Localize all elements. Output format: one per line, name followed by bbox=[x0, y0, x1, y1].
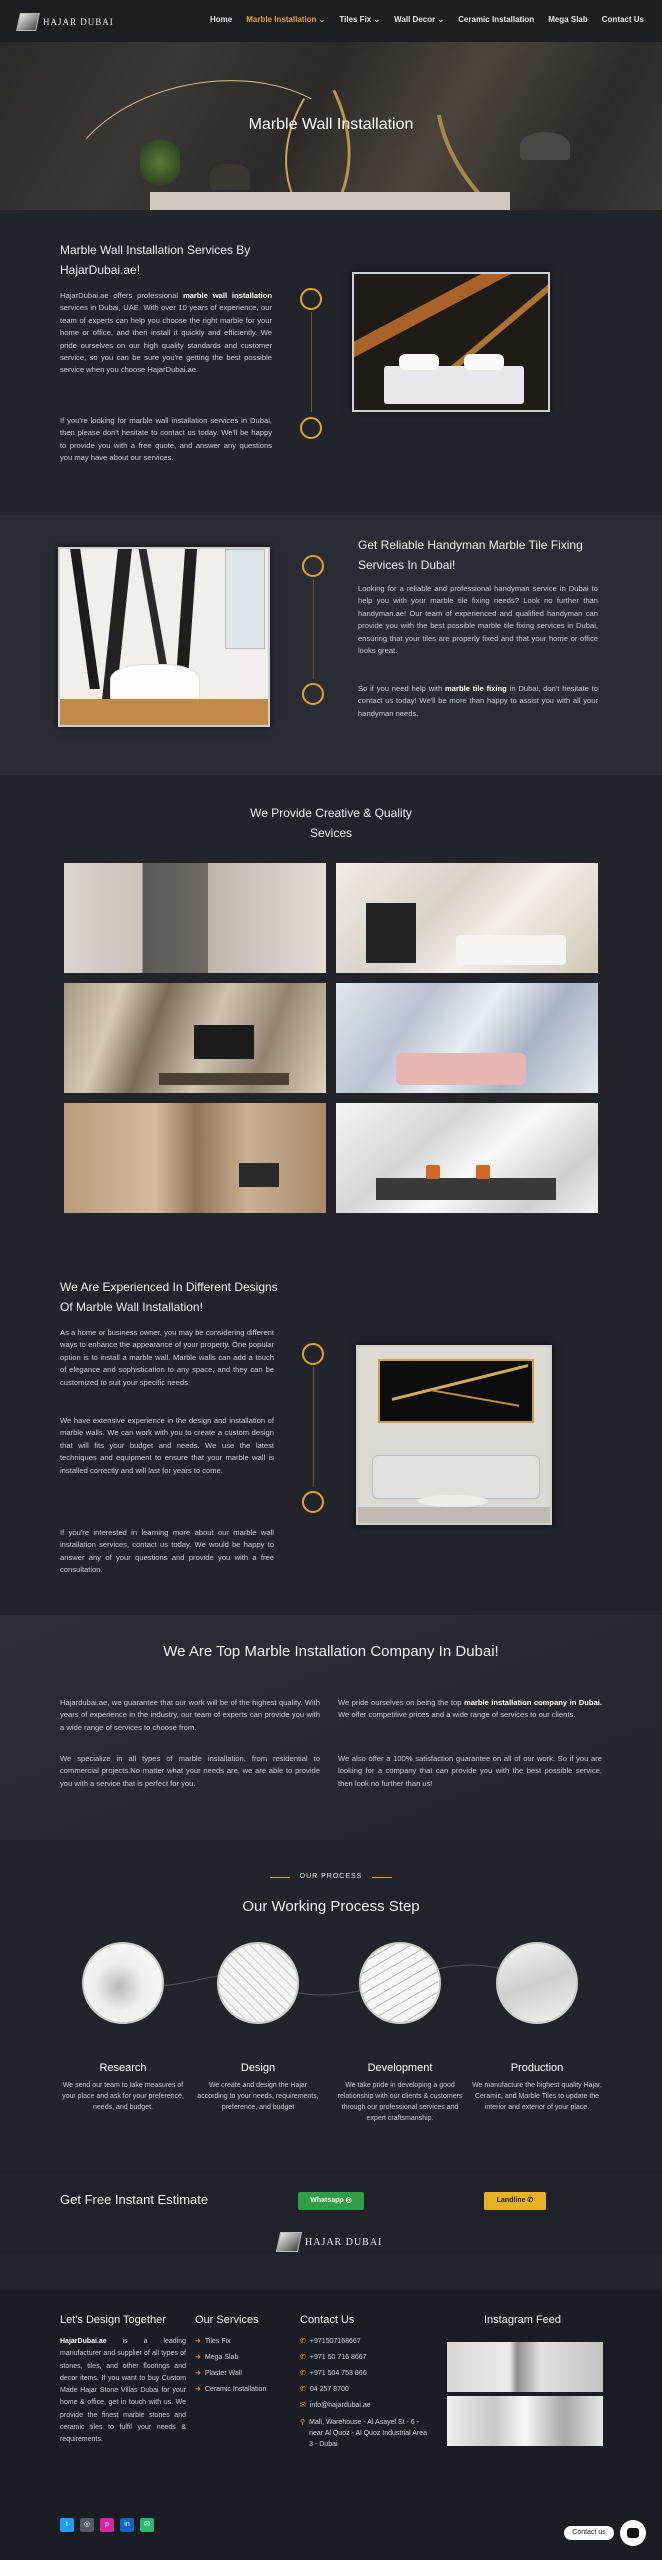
nav-item-2[interactable]: Tiles Fix ⌄ bbox=[339, 15, 381, 24]
footer-about-text: HajarDubai.ae is a leading manufacturer and supplier of all types of stones, tiles, and other floorings and decor items. If you want to buy Custom Made Hajar Stone Villas Dubai for your home & office, get in touch with us. We provide the finest marble stones and ceramic tiles to fulfil your needs & requirements. bbox=[60, 2338, 186, 2444]
contact-us-chat-label[interactable]: Contact us bbox=[564, 2526, 614, 2540]
timeline-line bbox=[313, 1367, 314, 1487]
process-eyebrow: OUR PROCESS bbox=[299, 1873, 363, 1880]
process-step-text: We create and design the Hajar according to your needs, requirements, preference, and budget bbox=[197, 2082, 319, 2111]
instagram-icon[interactable]: ◎ bbox=[80, 2518, 94, 2532]
process-step-title: Production bbox=[510, 2062, 564, 2074]
linkedin-icon[interactable]: in bbox=[120, 2518, 134, 2532]
footer-logo-text: HAJAR DUBAI bbox=[305, 2236, 383, 2248]
whatsapp-button[interactable]: Whatsapp ◎ bbox=[298, 2192, 364, 2210]
mail-icon: ✉ bbox=[300, 2402, 306, 2409]
section1-paragraph-2: If you're looking for marble wall installation services in Dubai, then please don't hesitate to contact us today. We'll be happy to provide you with a free quote, and answer any questions you may have about our services. bbox=[60, 416, 272, 463]
phone-icon: ✆ bbox=[300, 2386, 306, 2393]
section5-left-paragraph-1: Hajardubai.ae, we guarantee that our work will be of the highest quality. With years of experience in the industry, our team of experts can provide you with a wide range of services to choose from. bbox=[60, 1698, 320, 1732]
footer-contact-item[interactable]: ✉ info@hajardubai.ae bbox=[300, 2398, 430, 2414]
chat-bubble-icon bbox=[627, 2528, 639, 2538]
plant-decor bbox=[140, 137, 180, 187]
process-step-text: We take pride in developing a good relationship with our clients & customers through our professional services and expert craftsmanship. bbox=[337, 2082, 463, 2122]
location-pin-icon: ⚲ bbox=[300, 2419, 306, 2426]
nav-item-3[interactable]: Wall Decor ⌄ bbox=[394, 15, 445, 24]
footer-contact-item[interactable]: ✆ +971507168667 bbox=[300, 2334, 430, 2350]
landline-button[interactable]: Landline ✆ bbox=[484, 2192, 546, 2210]
instagram-image-2[interactable] bbox=[447, 2396, 603, 2446]
footer-contact-title: Contact Us bbox=[300, 2314, 355, 2326]
nav-item-1[interactable]: Marble Installation ⌄ bbox=[246, 15, 326, 24]
section2-paragraph-1: Looking for a reliable and professional handyman service in Dubai to help you with your marble tile fixing needs? Look no further than handyman.ae! Our team of experienced and qualified handyman can provide you with the best possible marble tile fixing services in Dubai, ensuring that your tiles are properly fixed and that your home or office looks great. bbox=[358, 584, 598, 656]
gallery-image-5[interactable] bbox=[64, 1103, 326, 1213]
living-room-marble-photo bbox=[356, 1345, 552, 1525]
timeline-line bbox=[313, 579, 314, 679]
section-top-company bbox=[0, 1615, 662, 1840]
lamp-decor bbox=[520, 132, 570, 160]
bathroom-marble-photo bbox=[58, 547, 270, 727]
footer-contact-item[interactable]: ✆ +971 50 716 8667 bbox=[300, 2350, 430, 2366]
timeline-ring-icon bbox=[302, 555, 324, 577]
section-different-designs bbox=[0, 1245, 662, 1615]
hero-title: Marble Wall Installation bbox=[248, 116, 414, 133]
logo-mark-icon bbox=[16, 13, 40, 31]
footer-logo[interactable] bbox=[278, 2232, 382, 2252]
chat-launcher-button[interactable] bbox=[620, 2520, 646, 2546]
phone-icon: ✆ bbox=[300, 2338, 306, 2345]
footer-contact-item[interactable]: ✆ +971 504 753 866 bbox=[300, 2366, 430, 2382]
process-step-image-1 bbox=[82, 1942, 164, 2024]
footer-services-title: Our Services bbox=[195, 2314, 259, 2326]
process-step-title: Research bbox=[99, 2062, 147, 2074]
footer-contacts-list bbox=[300, 2334, 430, 2450]
footer-contact-item[interactable]: ⚲ Mall, Warehouse - Al Asayel St - 6 - near Al Quoz - Al Quoz Industrial Area 3 - Dubai bbox=[300, 2419, 428, 2448]
hero-banner bbox=[0, 42, 662, 210]
section5-title: We Are Top Marble Installation Company In Dubai! bbox=[163, 1643, 499, 1660]
gallery-image-6[interactable] bbox=[336, 1103, 598, 1213]
phone-icon: ✆ bbox=[300, 2370, 306, 2377]
process-title: Our Working Process Step bbox=[242, 1898, 420, 1915]
section4-paragraph-3: If you're interested in learning more about our marble wall installation services, contact us today. We would be happy to answer any of your questions and provide you with a free consultation. bbox=[60, 1528, 274, 1575]
timeline-ring-icon bbox=[300, 417, 322, 439]
timeline-ring-icon bbox=[302, 683, 324, 705]
nav-item-4[interactable]: Ceramic Installation bbox=[458, 15, 535, 24]
pinterest-icon[interactable]: p bbox=[100, 2518, 114, 2532]
instagram-image-1[interactable] bbox=[447, 2342, 603, 2392]
gallery-image-1[interactable] bbox=[64, 863, 326, 973]
gallery-image-3[interactable] bbox=[64, 983, 326, 1093]
section5-right-paragraph-1: We pride ourselves on being the top marble installation company in Dubai. We offer competitive prices and a wide range of services to our clients. bbox=[338, 1698, 603, 1720]
estimate-title: Get Free Instant Estimate bbox=[60, 2192, 209, 2207]
main-nav bbox=[210, 15, 644, 24]
process-step-text: We send our team to take measures of your place and ask for your preference, needs, and budget. bbox=[62, 2082, 184, 2111]
arrow-right-icon: ➜ bbox=[195, 2386, 201, 2393]
arrow-right-icon: ➜ bbox=[195, 2338, 201, 2345]
gallery-title: We Provide Creative & Quality Sevices bbox=[250, 806, 412, 840]
logo-mark-icon bbox=[276, 2232, 302, 2252]
footer-service-link[interactable]: ➜ Mega Slab bbox=[195, 2354, 239, 2361]
footer-contact-item[interactable]: ✆ 04 257 8700 bbox=[300, 2382, 430, 2398]
section-estimate bbox=[0, 2170, 662, 2255]
site-footer bbox=[0, 2290, 662, 2560]
section2-paragraph-2: So if you need help with marble tile fixing in Dubai, don't hesitate to contact us today! We'll be more than happy to assist you with all your handyman needs. bbox=[358, 684, 598, 718]
section1-title: Marble Wall Installation Services By HajarDubai.ae! bbox=[60, 243, 251, 277]
timeline-ring-icon bbox=[302, 1491, 324, 1513]
section4-paragraph-2: We have extensive experience in the design and installation of marble walls. We can work with you to create a custom design that will fits your budget and needs. We use the latest techniques and equipment to ensure that your marble wall is installed correctly and will last for years to come. bbox=[60, 1416, 274, 1475]
section-gallery bbox=[0, 775, 662, 1245]
vase-decor bbox=[210, 164, 250, 190]
email-icon[interactable]: ✉ bbox=[140, 2518, 154, 2532]
nav-item-6[interactable]: Contact Us bbox=[601, 15, 644, 24]
logo-text: HAJAR DUBAI bbox=[43, 17, 114, 27]
section1-paragraph-1: HajarDubai.ae offers professional marble wall installation services in Dubai, UAE. With over 10 years of experience, our team of experts can help you choose the right marble for your home or office, and then install it quickly and efficiently. We pride ourselves on our high quality standards and customer service, so you can be sure you're getting the best possible service when you choose HajarDubai.ae. bbox=[60, 291, 272, 375]
nav-item-5[interactable]: Mega Slab bbox=[548, 15, 588, 24]
twitter-icon[interactable]: t bbox=[60, 2518, 74, 2532]
process-step-image-4 bbox=[496, 1942, 578, 2024]
footer-service-link[interactable]: ➜ Ceramic Installation bbox=[195, 2386, 267, 2393]
section4-paragraph-1: As a home or business owner, you may be considering different ways to enhance the appearance of your property. One popular option is to install a marble wall. Marble walls can add a touch of elegance and sophistication to any space, and they can be customized to suit your specific needs. bbox=[60, 1328, 274, 1387]
arrow-right-icon: ➜ bbox=[195, 2354, 201, 2361]
timeline-ring-icon bbox=[300, 288, 322, 310]
arrow-right-icon: ➜ bbox=[195, 2370, 201, 2377]
footer-instagram-title: Instagram Feed bbox=[484, 2314, 562, 2326]
footer-services-list bbox=[195, 2334, 266, 2398]
process-step-title: Design bbox=[240, 2062, 276, 2074]
timeline-line bbox=[311, 312, 312, 412]
section2-title: Get Reliable Handyman Marble Tile Fixing Services In Dubai! bbox=[358, 538, 583, 572]
section5-right-paragraph-2: We also offer a 100% satisfaction guarantee on all of our work. So if you are looking for a company that can provide you with the best possible service, then look no further than us! bbox=[338, 1754, 602, 1788]
footer-service-link[interactable]: ➜ Tiles Fix bbox=[195, 2338, 231, 2345]
eyebrow-line bbox=[372, 1877, 392, 1878]
process-step-image-3 bbox=[359, 1942, 441, 2024]
process-connector-curve bbox=[120, 1960, 540, 2000]
site-logo[interactable] bbox=[18, 12, 114, 32]
section-marble-wall-services bbox=[0, 210, 662, 515]
timeline-ring-icon bbox=[302, 1343, 324, 1365]
footer-service-link[interactable]: ➜ Plaster Wall bbox=[195, 2370, 242, 2377]
process-step-text: We manufacture the highest quality Hajar, Ceramic, and Marble Tiles to update the interior and exterior of your place. bbox=[472, 2082, 602, 2111]
process-step-image-2 bbox=[217, 1942, 299, 2024]
bedroom-marble-photo bbox=[352, 272, 550, 412]
section-handyman-tile-fixing bbox=[0, 515, 662, 775]
process-step-title: Development bbox=[367, 2062, 433, 2074]
hero-console bbox=[150, 192, 510, 210]
footer-about-title: Let's Design Together bbox=[60, 2314, 166, 2326]
section4-title: We Are Experienced In Different Designs Of Marble Wall Installation! bbox=[60, 1280, 278, 1314]
gallery-image-2[interactable] bbox=[336, 863, 598, 973]
section-process bbox=[0, 1840, 662, 2170]
site-header bbox=[0, 0, 662, 42]
section5-left-paragraph-2: We specialize in all types of marble installation, from residential to commercial projects.No matter what your needs are, we are able to provide you with a service that is perfect for you. bbox=[60, 1754, 320, 1788]
phone-icon: ✆ bbox=[300, 2354, 306, 2361]
gallery-image-4[interactable] bbox=[336, 983, 598, 1093]
social-links bbox=[60, 2518, 154, 2532]
nav-item-0[interactable]: Home bbox=[209, 15, 233, 24]
